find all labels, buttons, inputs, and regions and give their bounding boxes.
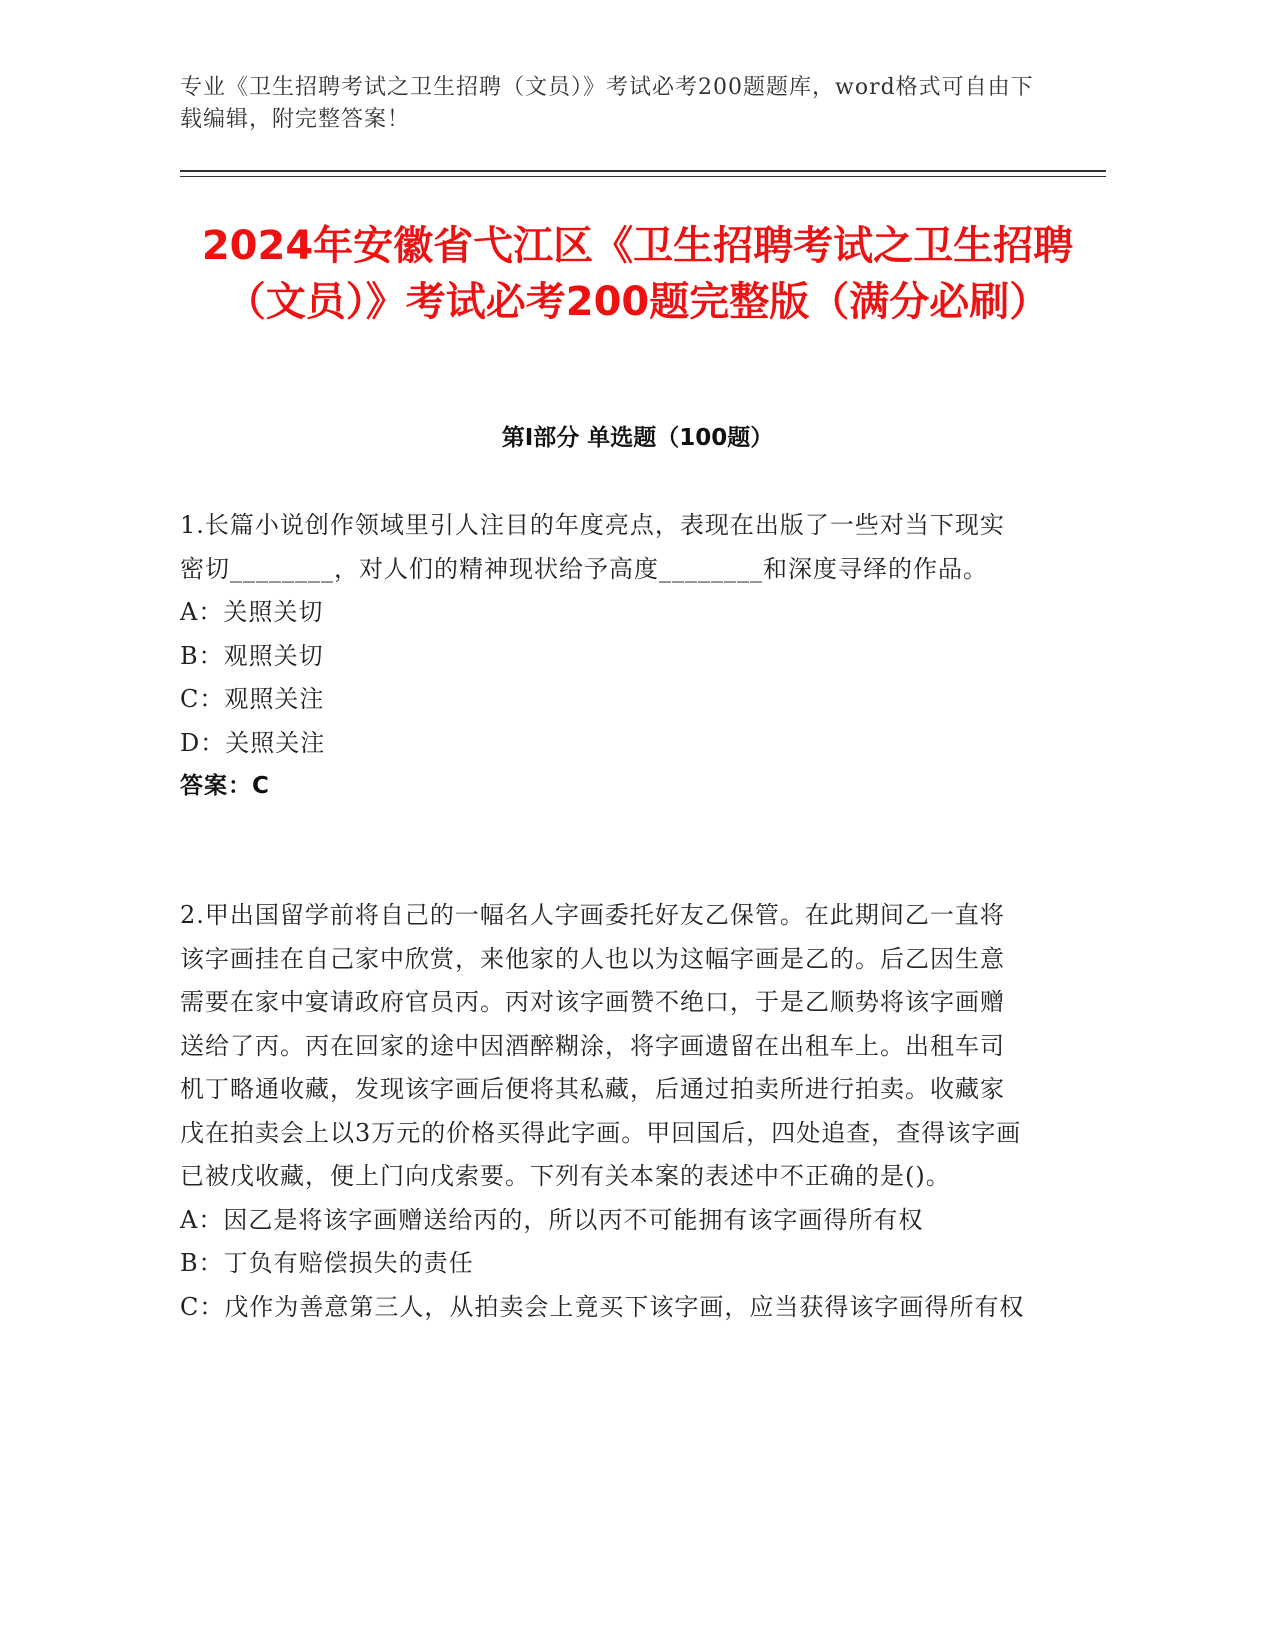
option-d: D：关照关注: [180, 728, 326, 757]
header-rule-thin: [180, 176, 1106, 177]
option-a: A：关照关切: [180, 598, 324, 626]
header-note: 专业《卫生招聘考试之卫生招聘（文员）》考试必考200题题库，word格式可自由下载编辑，附完整答案！: [180, 75, 1034, 132]
header-rule-thick: [180, 170, 1106, 172]
question-stem: 1.长篇小说创作领域里引人注目的年度亮点，表现在出版了一些对当下现实密切________，对人们的精神现状给予高度________和深度寻绎的作品。: [180, 511, 1005, 583]
option-a: A：因乙是将该字画赠送给丙的，所以丙不可能拥有该字画得所有权: [180, 1205, 924, 1234]
option-b: B：丁负有赔偿损失的责任: [180, 1249, 474, 1277]
answer: 答案：C: [180, 773, 270, 799]
section-title: 第Ⅰ部分 单选题（100题）: [501, 425, 774, 451]
option-c: C：观照关注: [180, 685, 325, 713]
document-title: 2024年安徽省弋江区《卫生招聘考试之卫生招聘（文员）》考试必考200题完整版（满分必刷）: [201, 223, 1074, 325]
option-b: B：观照关切: [180, 641, 324, 670]
question-stem: 2.甲出国留学前将自己的一幅名人字画委托好友乙保管。在此期间乙一直将该字画挂在自己家中欣赏，来他家的人也以为这幅字画是乙的。后乙因生意需要在家中宴请政府官员丙。丙对该字画赞不绝口，于是乙顺势将该字画赠送给了丙。丙在回家的途中因酒醉糊涂，将字画遗留在出租车上。出租车司机丁略通收藏，发现该字画后便将其私藏，后通过拍卖所进行拍卖。收藏家戊在拍卖会上以3万元的价格买得此字画。甲回国后，四处追查，查得该字画已被戊收藏，便上门向戊索要。下列有关本案的表述中不正确的是()。: [180, 901, 1022, 1190]
question-1: [180, 504, 1025, 809]
option-c: C：戊作为善意第三人，从拍卖会上竟买下该字画，应当获得该字画得所有权: [180, 1292, 1025, 1321]
question-2: [180, 894, 1025, 1329]
